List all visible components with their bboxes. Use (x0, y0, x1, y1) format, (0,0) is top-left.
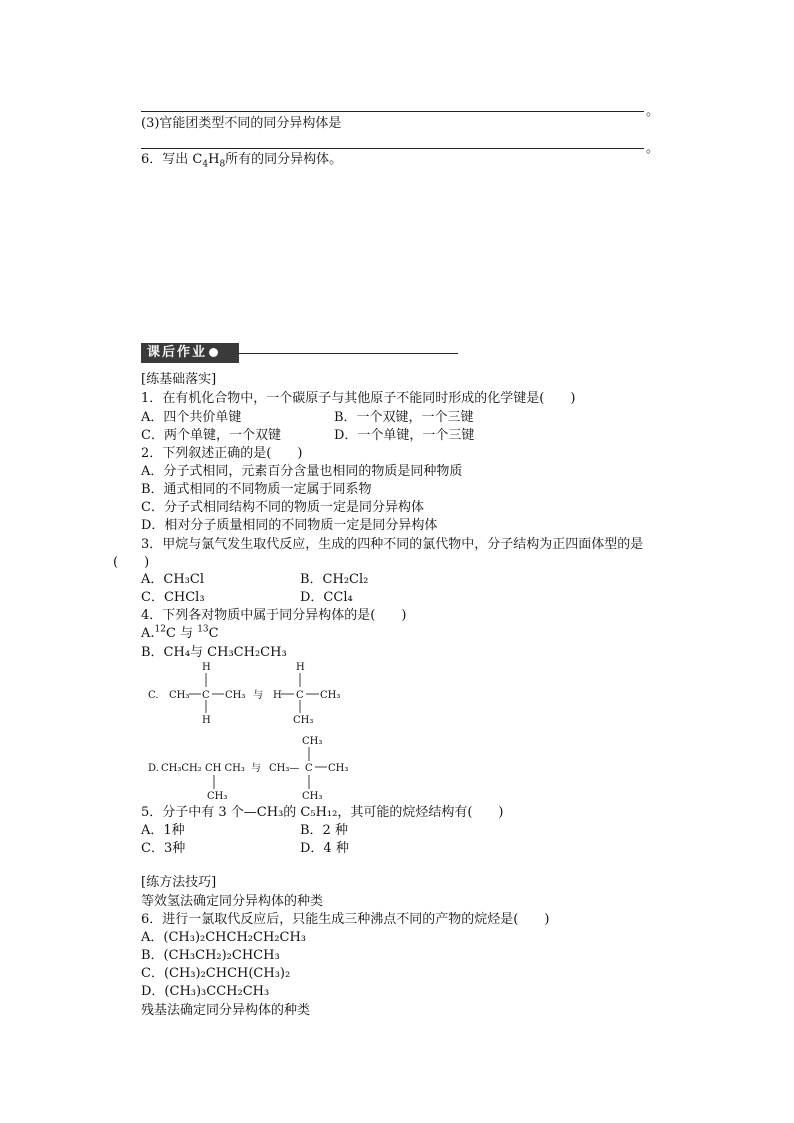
q4-c2-carbon: C (296, 690, 304, 701)
q4-d-yu: 与 (251, 763, 261, 774)
q4-c-ch3-left: CH₃ (169, 690, 190, 701)
answer-line-3[interactable] (141, 148, 644, 149)
q4-c-yu: 与 (253, 690, 263, 701)
q3-stem: 3．甲烷与氯气发生取代反应，生成的四种不同的氯代物中，分子结构为正四面体型的是 (141, 537, 644, 552)
q4-option-d-structure[interactable] (141, 734, 361, 804)
q5-option-a[interactable]: A．1种 (141, 823, 185, 838)
q6-suffix: 所有的同分异构体。 (225, 152, 343, 167)
q6-mid: H (208, 152, 220, 167)
q4-d-ch3-branch: CH₃ (207, 791, 228, 802)
q6-prefix: 6．写出 C (141, 152, 203, 167)
q6-sub1: 4 (202, 159, 209, 170)
q1-option-d[interactable]: D．一个单键，一个三键 (334, 428, 475, 443)
q4-c-h-top: H (202, 662, 211, 673)
q5-option-c[interactable]: C．3种 (141, 841, 186, 856)
q4-d-chain: CH₃CH₂ CH CH₃ (161, 763, 245, 774)
q1-option-b[interactable]: B．一个双键，一个三键 (334, 410, 474, 425)
heading-practice-basics: [练基础落实] (141, 372, 217, 387)
q4-c-label: C. (148, 690, 159, 701)
q4-c2-ch3-right: CH₃ (320, 690, 341, 701)
q4-a-mass2: 13 (197, 624, 209, 635)
q6-option-d[interactable]: D．(CH₃)₃CCH₂CH₃ (141, 984, 270, 999)
q4-a-prefix: A. (141, 626, 155, 641)
question-6-top (141, 151, 342, 169)
q4-c-carbon: C (202, 690, 210, 701)
q4-a-c2: C (208, 626, 219, 641)
q6-option-a[interactable]: A．(CH₃)₂CHCH₂CH₂CH₃ (141, 930, 307, 945)
q4-c-h-left: H (273, 690, 282, 701)
q4-d2-ch3-top: CH₃ (302, 736, 323, 747)
q5-option-d[interactable]: D．4 种 (300, 841, 349, 856)
q3-option-a[interactable]: A．CH₃Cl (141, 572, 204, 587)
q4-d2-ch3-right: CH₃ (328, 763, 349, 774)
section-header-homework (141, 343, 239, 363)
question-5-part-3: (3)官能团类型不同的同分异构体是 (141, 116, 342, 131)
q4-d2-carbon: C (305, 763, 313, 774)
q3-option-c[interactable]: C．CHCl₃ (141, 590, 205, 605)
section-title: 课后作业 (147, 345, 208, 360)
q2-option-a[interactable]: A．分子式相同，元素百分含量也相同的物质是同种物质 (141, 464, 463, 479)
q1-option-a[interactable]: A．四个共价单键 (141, 410, 242, 425)
q4-a-c1: C 与 (165, 626, 198, 641)
q5-stem: 5．分子中有 3 个—CH₃的 C₅H₁₂，其可能的烷烃结构有( ) (141, 805, 504, 820)
q4-d2-ch3-bottom: CH₃ (302, 791, 323, 802)
q6-option-b[interactable]: B．(CH₃CH₂)₂CHCH₃ (141, 948, 280, 963)
q3-stem-cont: ( ) (113, 555, 150, 570)
period-mark: 。 (646, 104, 660, 119)
q2-option-b[interactable]: B．通式相同的不同物质一定属于同系物 (141, 482, 372, 497)
q5-option-b[interactable]: B．2 种 (300, 823, 348, 838)
q4-option-a[interactable] (141, 625, 219, 643)
q2-stem: 2．下列叙述正确的是( ) (141, 446, 303, 461)
q6-stem: 6．进行一氯取代反应后，只能生成三种沸点不同的产物的烷烃是( ) (141, 912, 550, 927)
q4-d-ch3-left: CH₃— (269, 763, 300, 774)
q4-option-b[interactable]: B．CH₄与 CH₃CH₂CH₃ (141, 645, 287, 660)
q4-a-mass1: 12 (154, 624, 166, 635)
answer-line-2[interactable] (141, 111, 644, 112)
q3-option-d[interactable]: D．CCl₄ (300, 590, 353, 605)
bullet-icon (209, 348, 218, 357)
q3-option-b[interactable]: B．CH₂Cl₂ (300, 572, 369, 587)
q4-c-h-bottom: H (202, 715, 211, 726)
q6-sub2: 8 (219, 159, 226, 170)
q1-option-c[interactable]: C．两个单键，一个双键 (141, 428, 281, 443)
q4-c2-ch3-bottom: CH₃ (293, 715, 314, 726)
q4-c-ch3-right: CH₃ (225, 690, 246, 701)
q1-stem: 1．在有机化合物中，一个碳原子与其他原子不能同时形成的化学键是( ) (141, 391, 576, 406)
subheading-residue-method: 残基法确定同分异构体的种类 (141, 1003, 311, 1018)
q4-option-c-structure[interactable] (141, 660, 361, 726)
heading-practice-methods: [练方法技巧] (141, 875, 217, 890)
subheading-equivalent-hydrogen: 等效氢法确定同分异构体的种类 (141, 894, 324, 909)
q2-option-d[interactable]: D．相对分子质量相同的不同物质一定是同分异构体 (141, 518, 438, 533)
section-divider (239, 353, 458, 354)
q4-d-label: D. (148, 763, 159, 774)
period-mark: 。 (646, 141, 660, 156)
q2-option-c[interactable]: C．分子式相同结构不同的物质一定是同分异构体 (141, 500, 424, 515)
q4-c2-h-top: H (296, 662, 305, 673)
q4-stem: 4．下列各对物质中属于同分异构体的是( ) (141, 608, 407, 623)
q6-option-c[interactable]: C．(CH₃)₂CHCH(CH₃)₂ (141, 966, 291, 981)
